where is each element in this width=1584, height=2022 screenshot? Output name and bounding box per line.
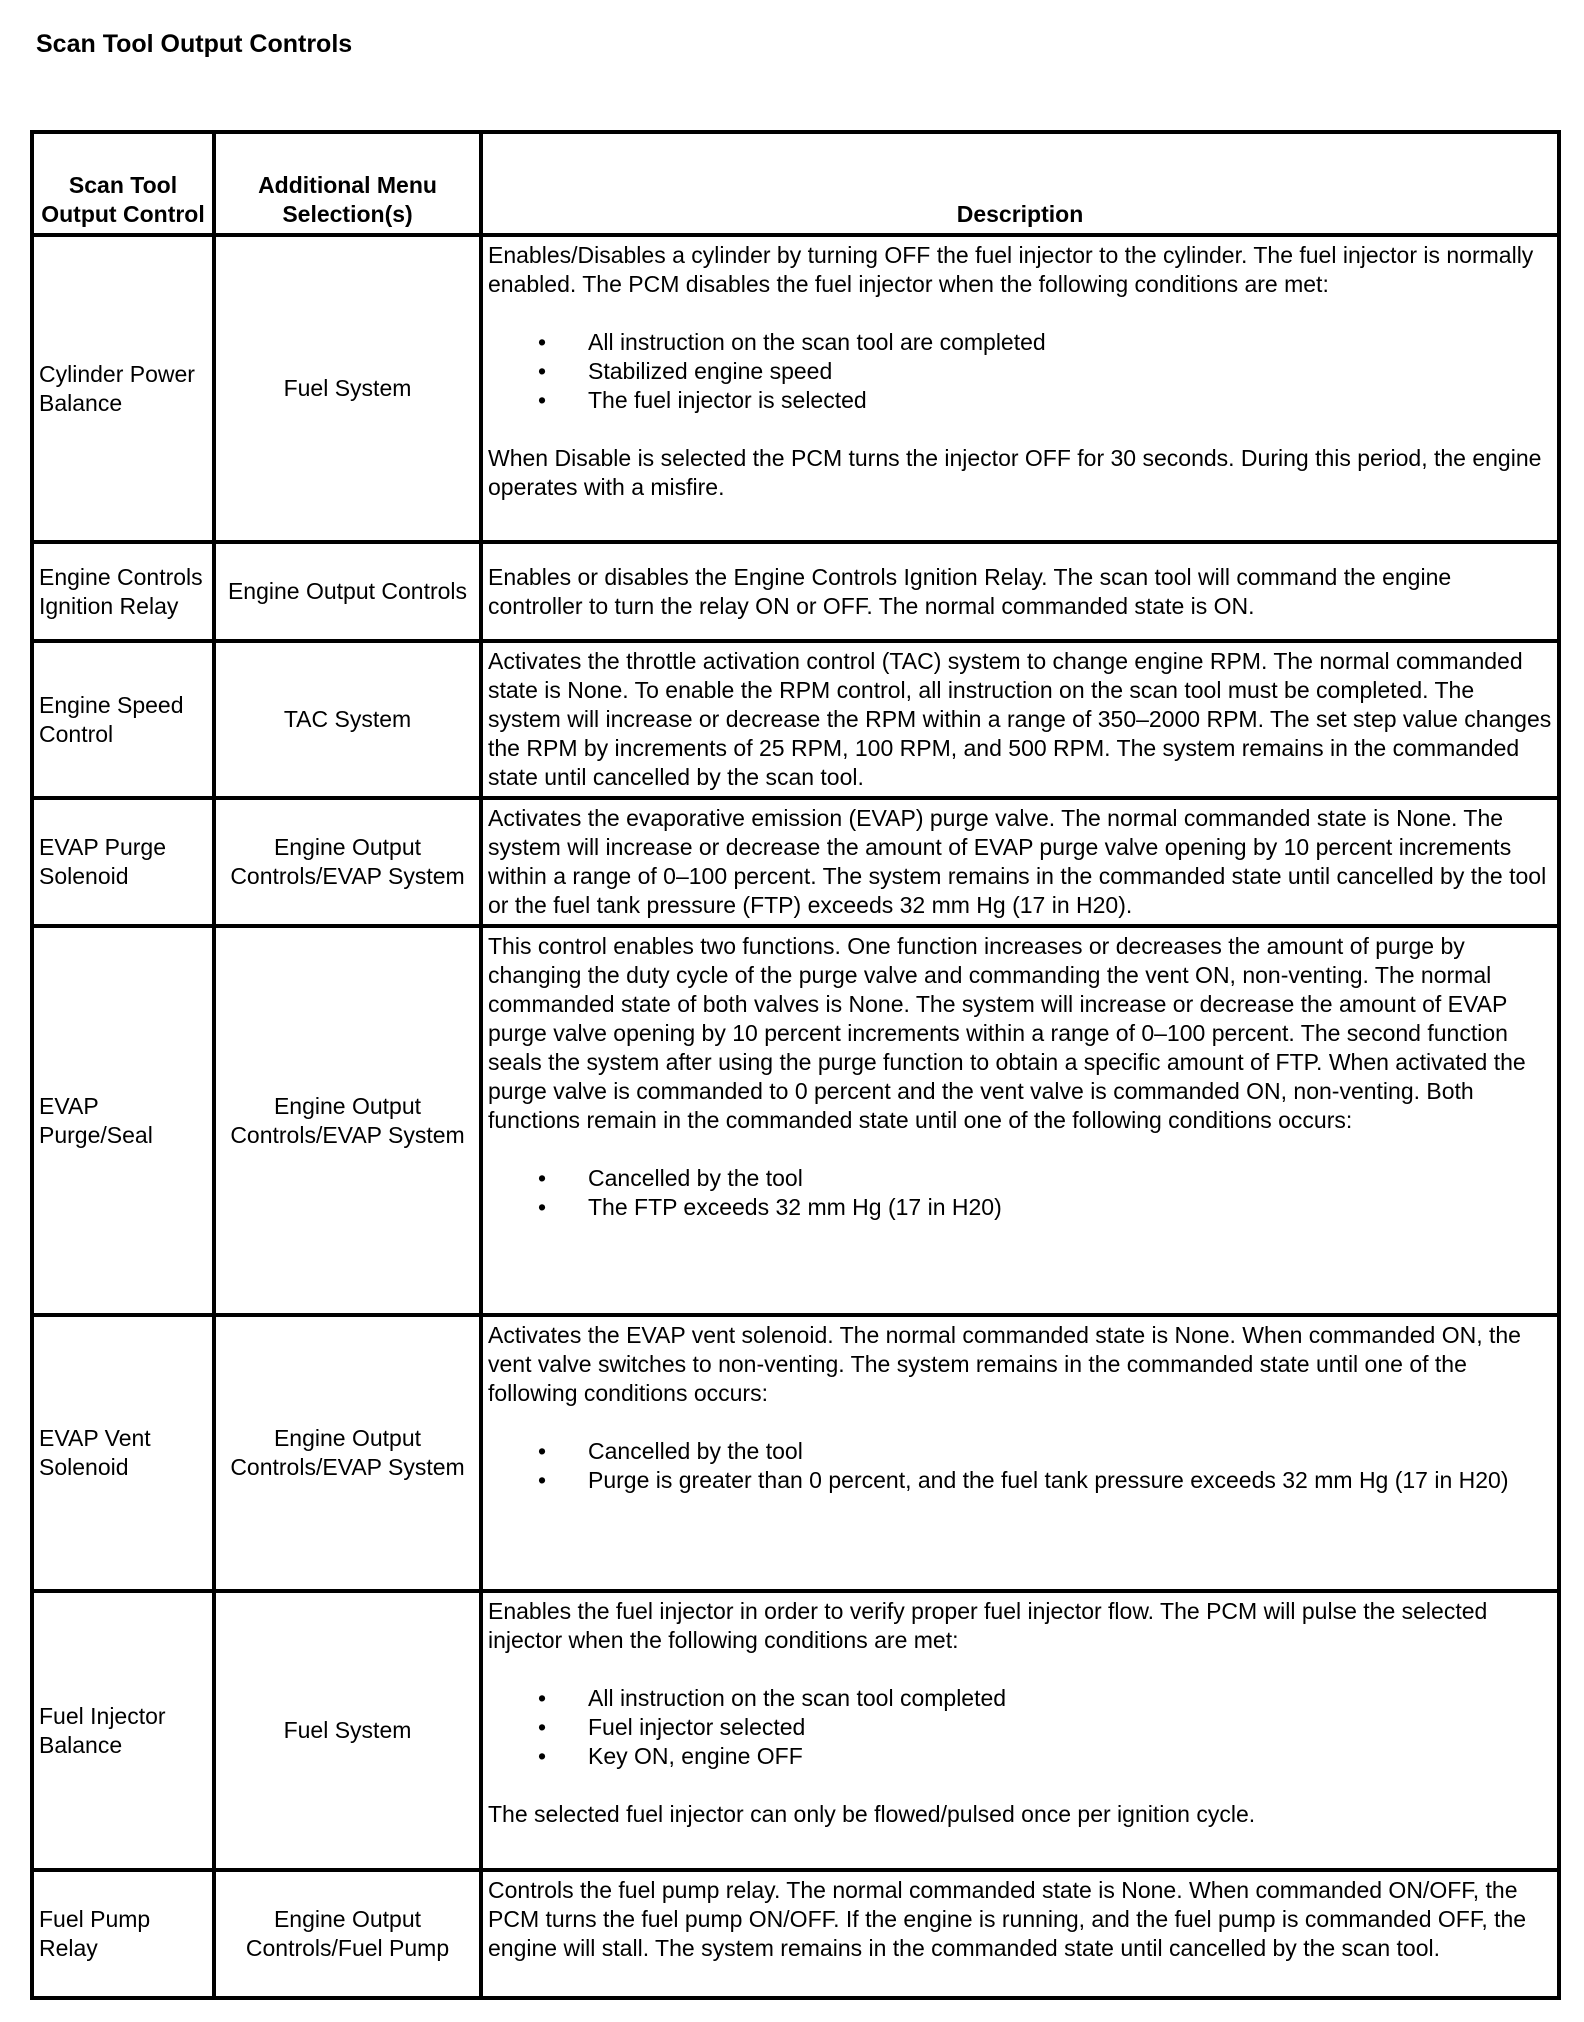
condition-list (488, 328, 1552, 415)
description-intro: Enables the fuel injector in order to verify proper fuel injector flow. The PCM will pulse the selected injector when the following conditions are met: (488, 1598, 1488, 1653)
description-intro: Activates the evaporative emission (EVAP) purge valve. The normal commanded state is None. The system will increase or decrease the amount of EVAP purge valve opening by 10 percent increments within a range of 0–100 percent. The system remains in the commanded state until cancelled by the tool or the fuel tank pressure (FTP) exceeds 32 mm Hg (17 in H20). (488, 805, 1547, 918)
table-row (32, 641, 1559, 798)
page-title: Scan Tool Output Controls (36, 30, 353, 58)
cell-output-control: Fuel Injector Balance (32, 1591, 214, 1870)
cell-menu-selection: Engine Output Controls (214, 542, 481, 641)
table-row (32, 1870, 1559, 1998)
condition-list (488, 1437, 1552, 1495)
cell-menu-selection: Engine Output Controls/EVAP System (214, 798, 481, 926)
description-intro: Activates the EVAP vent solenoid. The normal commanded state is None. When commanded ON, the vent valve switches to non-venting. The system remains in the commanded state until one of the following conditions occurs: (488, 1322, 1521, 1406)
list-item: • All instruction on the scan tool completed (488, 1684, 1552, 1713)
description-outro: The selected fuel injector can only be flowed/pulsed once per ignition cycle. (488, 1801, 1256, 1827)
header-output-control: Scan Tool Output Control (32, 132, 214, 235)
list-item: • The FTP exceeds 32 mm Hg (17 in H20) (488, 1193, 1552, 1222)
cell-output-control: Engine Controls Ignition Relay (32, 542, 214, 641)
list-item: • All instruction on the scan tool are completed (488, 328, 1552, 357)
cell-menu-selection: Engine Output Controls/EVAP System (214, 926, 481, 1315)
table-row (32, 542, 1559, 641)
cell-description (481, 1591, 1559, 1870)
table-row (32, 926, 1559, 1315)
cell-output-control: EVAP Purge Solenoid (32, 798, 214, 926)
cell-menu-selection: TAC System (214, 641, 481, 798)
cell-description (481, 1870, 1559, 1998)
description-intro: Controls the fuel pump relay. The normal commanded state is None. When commanded ON/OFF, the PCM turns the fuel pump ON/OFF. If the engine is running, and the fuel pump is commanded OFF, the engine will stall. The system remains in the commanded state until cancelled by the scan tool. (488, 1877, 1527, 1961)
description-intro: Enables/Disables a cylinder by turning OFF the fuel injector to the cylinder. The fuel injector is normally enabled. The PCM disables the fuel injector when the following conditions are met: (488, 242, 1534, 297)
cell-output-control: Fuel Pump Relay (32, 1870, 214, 1998)
list-item: • Cancelled by the tool (488, 1437, 1552, 1466)
cell-description (481, 235, 1559, 542)
cell-output-control: Cylinder Power Balance (32, 235, 214, 542)
table-row (32, 235, 1559, 542)
cell-menu-selection: Engine Output Controls/Fuel Pump (214, 1870, 481, 1998)
cell-description (481, 798, 1559, 926)
cell-output-control: Engine Speed Control (32, 641, 214, 798)
header-description: Description (481, 132, 1559, 235)
list-item: • The fuel injector is selected (488, 386, 1552, 415)
cell-description (481, 926, 1559, 1315)
list-item: • Stabilized engine speed (488, 357, 1552, 386)
list-item: • Fuel injector selected (488, 1713, 1552, 1742)
description-intro: Activates the throttle activation control (TAC) system to change engine RPM. The normal commanded state is None. To enable the RPM control, all instruction on the scan tool must be completed. The system will increase or decrease the RPM within a range of 350–2000 RPM. The set step value changes the RPM by increments of 25 RPM, 100 RPM, and 500 RPM. The system remains in the commanded state until cancelled by the scan tool. (488, 648, 1552, 790)
output-controls-table (30, 130, 1561, 2000)
cell-menu-selection: Fuel System (214, 235, 481, 542)
table-row (32, 798, 1559, 926)
description-intro: This control enables two functions. One function increases or decreases the amount of purge by changing the duty cycle of the purge valve and commanding the vent ON, non-venting. The normal commanded state of both valves is None. The system will increase or decrease the amount of EVAP purge valve opening by 10 percent increments within a range of 0–100 percent. The second function seals the system after using the purge function to obtain a specific amount of FTP. When activated the purge valve is commanded to 0 percent and the vent valve is commanded ON, non-venting. Both functions remain in the commanded state until one of the following conditions occurs: (488, 933, 1526, 1133)
list-item: • Key ON, engine OFF (488, 1742, 1552, 1771)
table-row (32, 1591, 1559, 1870)
cell-menu-selection: Fuel System (214, 1591, 481, 1870)
cell-menu-selection: Engine Output Controls/EVAP System (214, 1315, 481, 1591)
list-item: • Cancelled by the tool (488, 1164, 1552, 1193)
table-header-row (32, 132, 1559, 235)
table-row (32, 1315, 1559, 1591)
header-menu-selections: Additional Menu Selection(s) (214, 132, 481, 235)
condition-list (488, 1164, 1552, 1222)
description-outro: When Disable is selected the PCM turns the injector OFF for 30 seconds. During this period, the engine operates with a misfire. (488, 445, 1542, 500)
description-intro: Enables or disables the Engine Controls Ignition Relay. The scan tool will command the engine controller to turn the relay ON or OFF. The normal commanded state is ON. (488, 563, 1452, 619)
cell-description (481, 542, 1559, 641)
cell-description (481, 641, 1559, 798)
cell-description (481, 1315, 1559, 1591)
cell-output-control: EVAP Vent Solenoid (32, 1315, 214, 1591)
cell-output-control: EVAP Purge/Seal (32, 926, 214, 1315)
condition-list (488, 1684, 1552, 1771)
list-item: • Purge is greater than 0 percent, and the fuel tank pressure exceeds 32 mm Hg (17 in H20) (488, 1466, 1552, 1495)
